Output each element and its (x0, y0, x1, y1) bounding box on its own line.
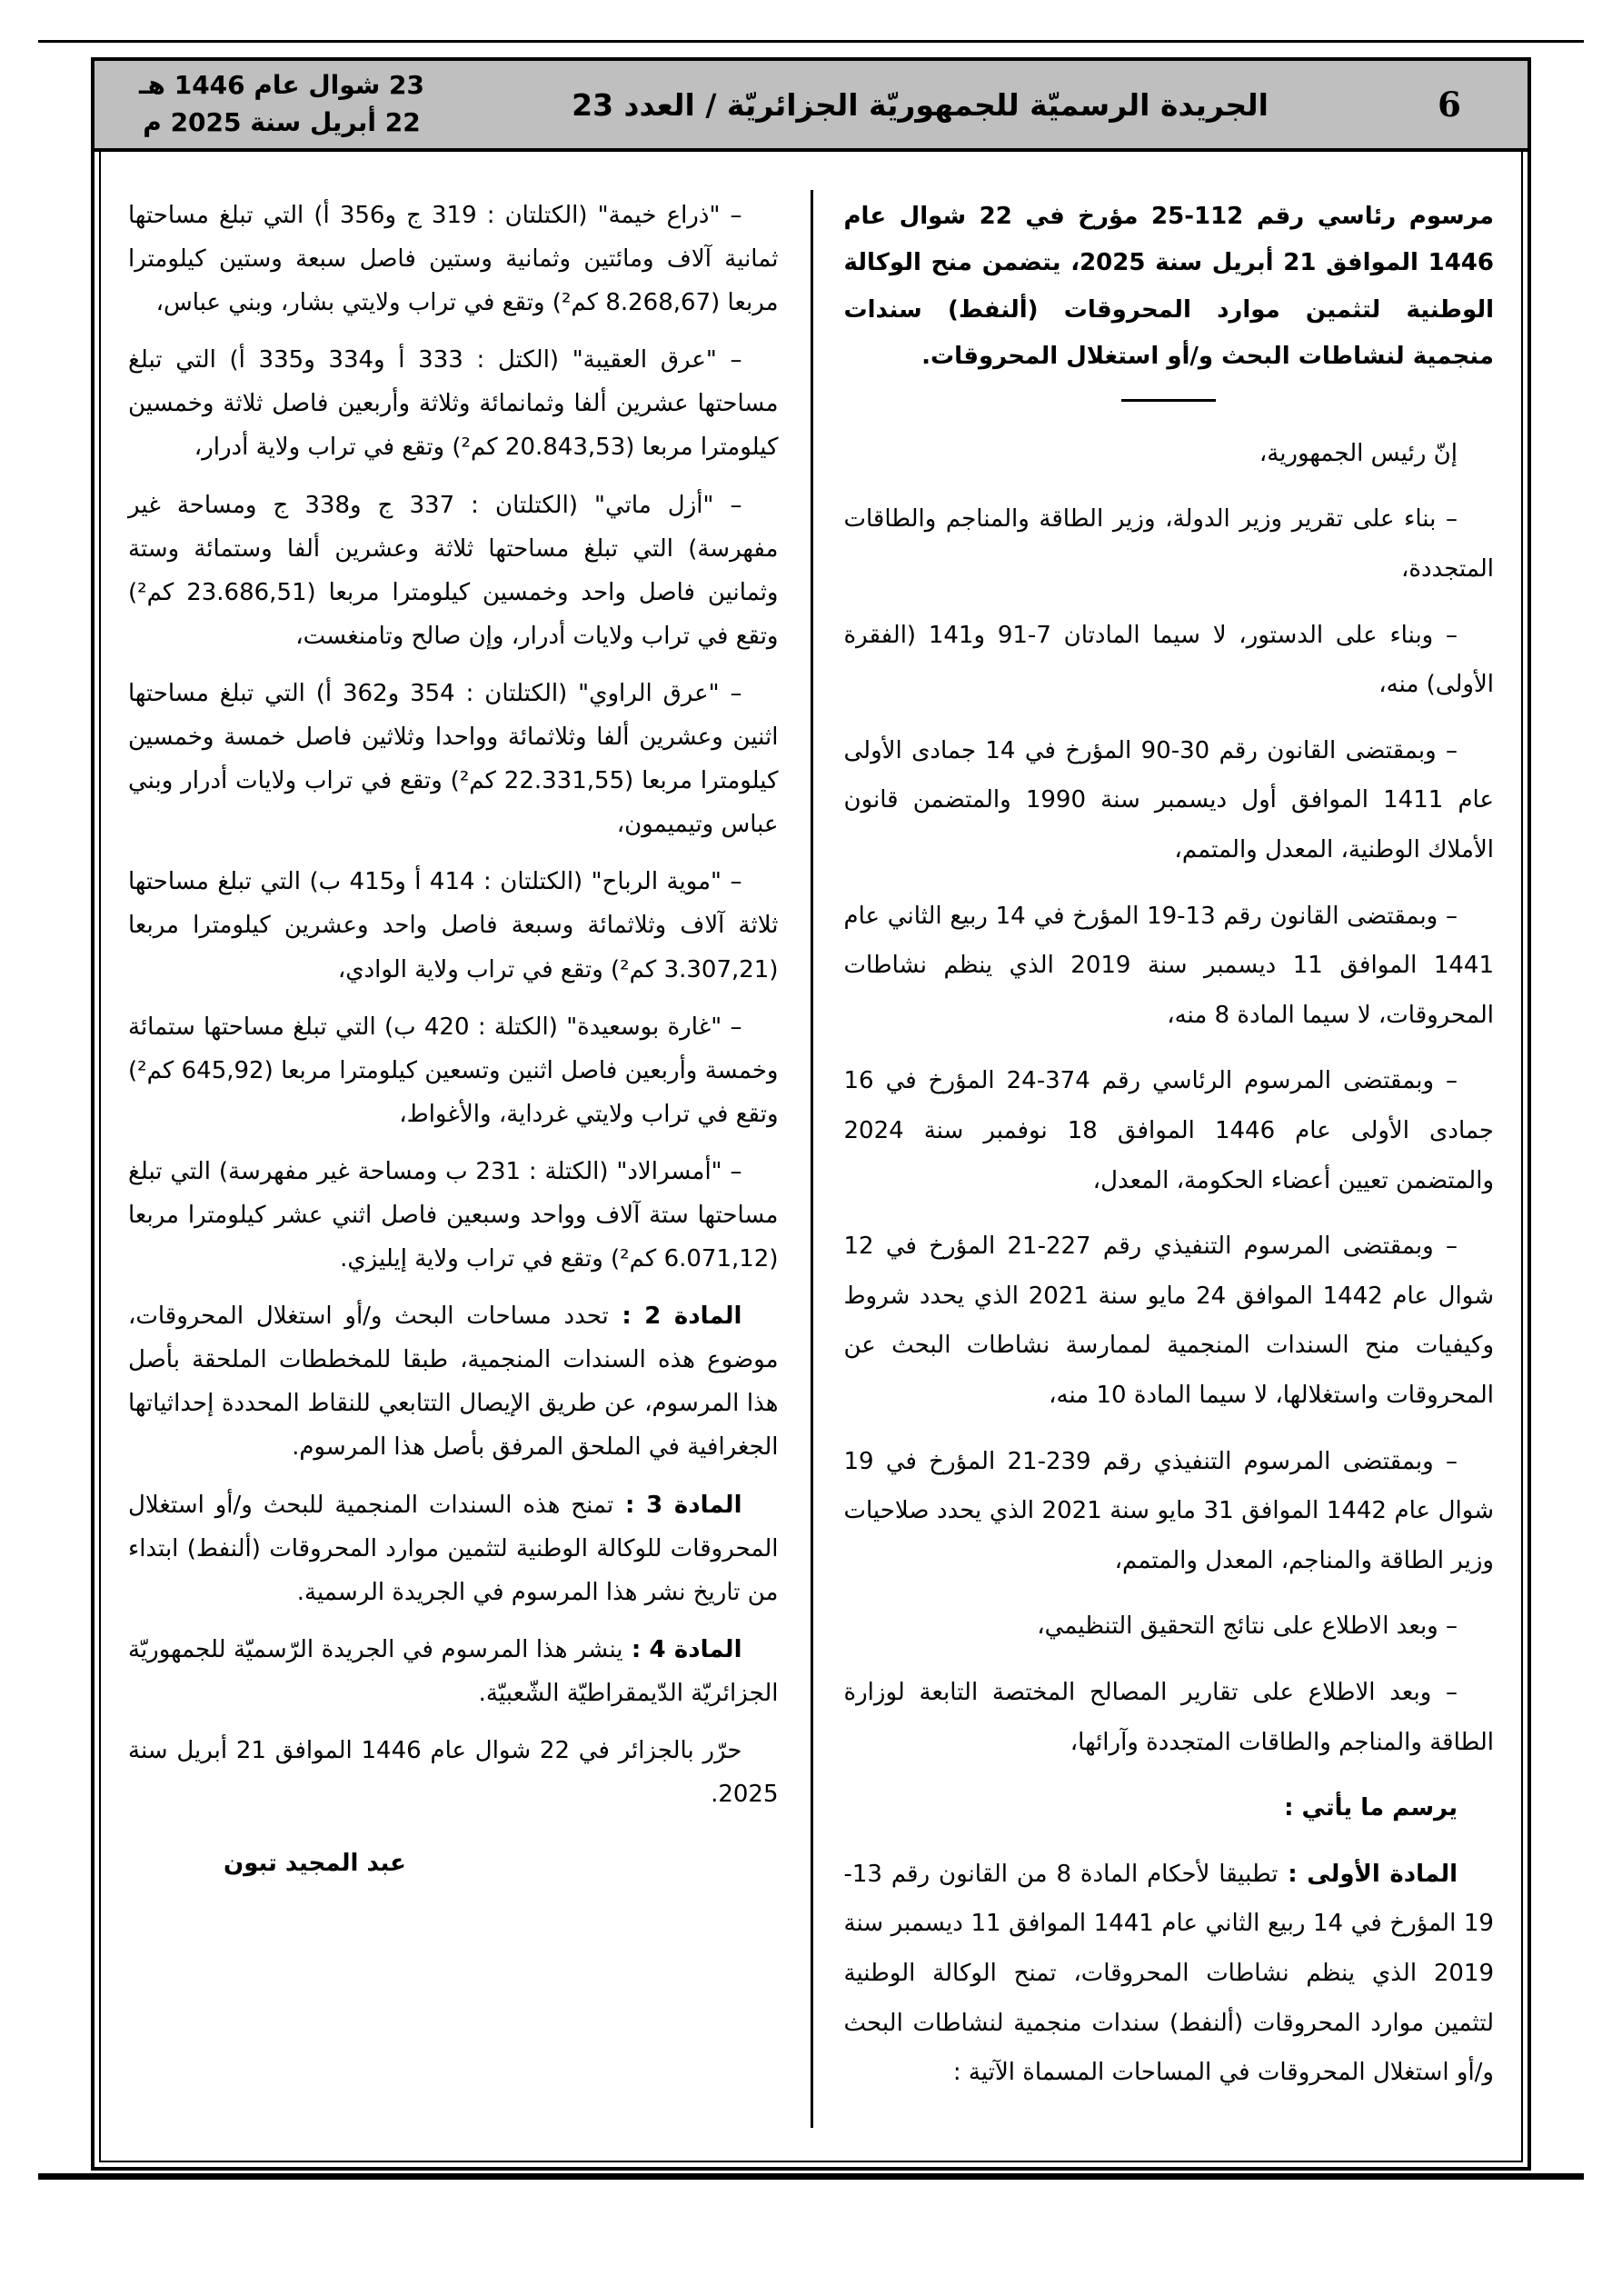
visa-item: – وبمقتضى المرسوم التنفيذي رقم 239-21 المؤرخ في 19 شوال عام 1442 الموافق 31 مايو سنة 2021 الذي يحدد صلاحيات وزير الطاقة والمناجم، المعدل والمتمم، (843, 1447, 1494, 1574)
article-3-text: تمنح هذه السندات المنجمية للبحث و/أو استغلال المحروقات للوكالة الوطنية لتثمين موارد المحروقات (ألنفط) ابتداء من تاريخ نشر هذا المرسوم في الجريدة الرسمية. (128, 1491, 779, 1606)
journal-title: الجريدة الرسميّة للجمهوريّة الجزائريّة / العدد 23 (572, 86, 1269, 123)
visa-item: – وبمقتضى المرسوم الرئاسي رقم 374-24 المؤرخ في 16 جمادى الأولى عام 1446 الموافق 18 نوفمبر سنة 2024 والمتضمن تعيين أعضاء الحكومة، المعدل، (843, 1067, 1494, 1194)
visa-item: – وبعد الاطلاع على تقارير المصالح المختصة التابعة لوزارة الطاقة والمناجم والطاقات المتجددة وآرائها، (843, 1678, 1494, 1756)
right-column (811, 152, 1522, 2161)
page-frame (91, 57, 1531, 2171)
article-3-lead: المادة 3 : (613, 1491, 742, 1519)
zone-item: – "عرق العقيبة" (الكتل : 333 أ و334 و335 أ) التي تبلغ مساحتها عشرين ألفا وثمانمائة وثلاثة وأربعين فاصل ثلاثة وخمسين كيلومترا مربعا (20.843,53 كم²) وتقع في تراب ولاية أدرار، (128, 346, 779, 462)
closing-line: حرّر بالجزائر في 22 شوال عام 1446 الموافق 21 أبريل سنة 2025. (128, 1737, 779, 1809)
hijri-date: 23 شوال عام 1446 هـ (138, 70, 425, 101)
article-4-lead: المادة 4 : (622, 1635, 742, 1663)
top-rule (38, 40, 1584, 43)
article-2-lead: المادة 2 : (608, 1303, 742, 1331)
zone-item: – "عرق الراوي" (الكتلتان : 354 و362 أ) التي تبلغ مساحتها اثنين وعشرين ألفا وثلاثمائة وواحدا وثلاثين فاصل خمسة وخمسين كيلومترا مربعا (22.331,55 كم²) وتقع في تراب ولايات أدرار وبني عباس وتيميمون، (128, 679, 779, 839)
article-1-lead: المادة الأولى : (1278, 1860, 1458, 1888)
decree-title: مرسوم رئاسي رقم 112-25 مؤرخ في 22 شوال عام 1446 الموافق 21 أبريل سنة 2025، يتضمن منح الوكالة الوطنية لتثمين موارد المحروقات (ألنفط) سندات منجمية لنشاطات البحث و/أو استغلال المحروقات. (843, 203, 1494, 371)
visa-item: – وبعد الاطلاع على نتائج التحقيق التنظيمي، (1037, 1612, 1458, 1641)
enacts-heading: يرسم ما يأتي : (1284, 1794, 1458, 1822)
left-column (101, 152, 811, 2161)
zone-item: – "موية الرباح" (الكتلتان : 414 أ و415 ب) التي تبلغ مساحتها ثلاثة آلاف وثلاثمائة وسبعة فاصل واحد وعشرين كيلومترا مربعا (3.307,21 كم²) وتقع في تراب ولاية الوادي، (128, 868, 779, 983)
visa-item: – وبمقتضى المرسوم التنفيذي رقم 227-21 المؤرخ في 12 شوال عام 1442 الموافق 24 مايو سنة 2021 الذي يحدد شروط وكيفيات منح السندات المنجمية لممارسة نشاطات البحث عن المحروقات واستغلالها، لا سيما المادة 10 منه، (843, 1233, 1494, 1409)
article-3 (128, 1483, 779, 1614)
article-2 (128, 1294, 779, 1469)
bottom-rule (38, 2173, 1584, 2180)
preamble-intro: إنّ رئيس الجمهورية، (1259, 439, 1458, 467)
article-2-text: تحدد مساحات البحث و/أو استغلال المحروقات، موضوع هذه السندات المنجمية، طبقا للمخططات الملحقة بأصل هذا المرسوم، عن طريق الإيصال التتابعي للنقاط المحددة إحداثياتها الجغرافية في الملحق المرفق بأصل هذا المرسوم. (128, 1303, 779, 1462)
visa-item: – بناء على تقرير وزير الدولة، وزير الطاقة والمناجم والطاقات المتجددة، (843, 505, 1494, 584)
zone-item: – "أمسرالاد" (الكتلة : 231 ب ومساحة غير مفهرسة) التي تبلغ مساحتها ستة آلاف وواحد وسبعين فاصل اثني عشر كيلومترا مربعا (6.071,12 كم²) وتقع في تراب ولاية إيليزي. (128, 1157, 779, 1273)
article-4 (128, 1628, 779, 1715)
gregorian-date: 22 أبريل سنة 2025 م (143, 107, 421, 137)
header (95, 61, 1527, 152)
visa-item: – وبمقتضى القانون رقم 30-90 المؤرخ في 14 جمادى الأولى عام 1411 الموافق أول ديسمبر سنة 1990 والمتضمن قانون الأملاك الوطنية، المعدل والمتمم، (843, 736, 1494, 864)
visa-item: – وبمقتضى القانون رقم 13-19 المؤرخ في 14 ربيع الثاني عام 1441 الموافق 11 ديسمبر سنة 2019 الذي ينظم نشاطات المحروقات، لا سيما المادة 8 منه، (843, 902, 1494, 1029)
article-1 (844, 1850, 1495, 2098)
header-dates (118, 67, 445, 141)
article-1-text: تطبيقا لأحكام المادة 8 من القانون رقم 13-19 المؤرخ في 14 ربيع الثاني عام 1441 الموافق 11 ديسمبر سنة 2019 الذي ينظم نشاطات المحروقات، تمنح الوكالة الوطنية لتثمين موارد المحروقات (ألنفط) سندات منجمية لنشاطات البحث و/أو استغلال المحروقات في المساحات المسماة الآتية : (843, 1860, 1494, 2087)
column-divider (811, 190, 813, 2128)
visa-item: – وبناء على الدستور، لا سيما المادتان 7-91 و141 (الفقرة الأولى) منه، (843, 621, 1494, 699)
zone-item: – "غارة بوسعيدة" (الكتلة : 420 ب) التي تبلغ مساحتها ستمائة وخمسة وأربعين فاصل اثنين وتسعين كيلومترا مربعا (645,92 كم²) وتقع في تراب ولايتي غرداية، والأغواط، (128, 1013, 779, 1128)
zone-item: – "ذراع خيمة" (الكتلتان : 319 ج و356 أ) التي تبلغ مساحتها ثمانية آلاف ومائتين وثمانية وستين فاصل سبعة وستين كيلومترا مربعا (8.268,67 كم²) وتقع في تراب ولايتي بشار، وبني عباس، (128, 202, 779, 317)
page-number: 6 (1438, 85, 1461, 125)
article-4-text: ينشر هذا المرسوم في الجريدة الرّسميّة للجمهوريّة الجزائريّة الدّيمقراطيّة الشّعبيّة. (128, 1635, 779, 1707)
signature: عبد المجيد تبون (224, 1850, 406, 1878)
zone-item: – "أزل ماتي" (الكتلتان : 337 ج و338 ج ومساحة غير مفهرسة) التي تبلغ مساحتها ثلاثة وعشرين ألفا وستمائة وستة وثمانين فاصل واحد وخمسين كيلومترا مربعا (23.686,51 كم²) وتقع في تراب ولايات أدرار، وإن صالح وتامنغست، (128, 491, 779, 650)
content-box (99, 152, 1523, 2162)
title-separator (1121, 399, 1216, 402)
